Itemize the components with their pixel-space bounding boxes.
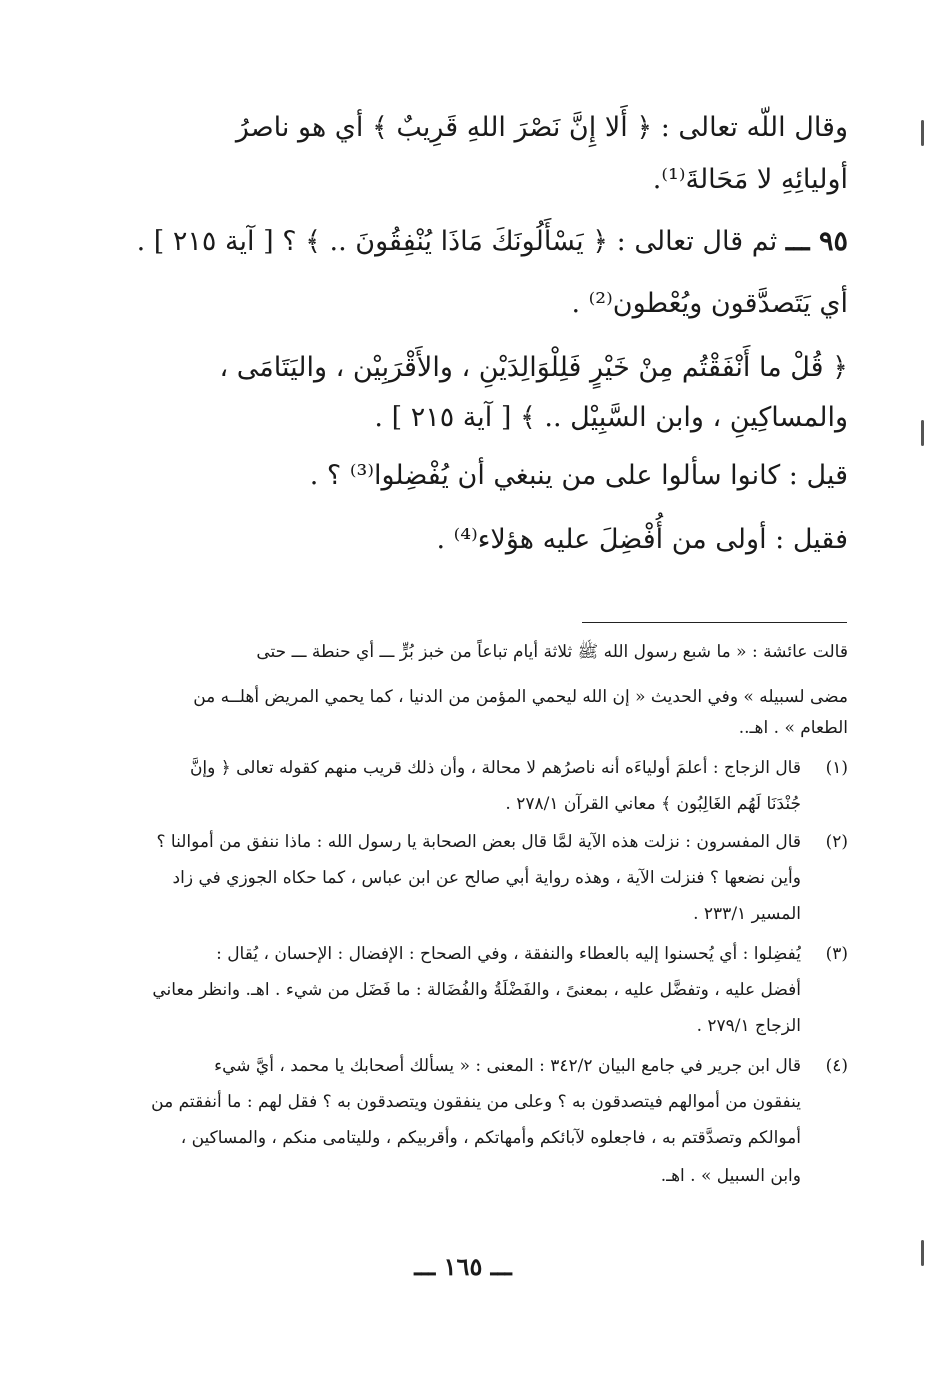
footnote-4-line-2: ينفقون من أموالهم فيتصدقون به ؟ وعلى من ينفقون ويتصدقون به ؟ فقل لهم : ما أنفقتم من: [151, 1092, 801, 1112]
scan-edge-mark-bottom: [921, 1240, 924, 1266]
footnote-2-line-1: قال المفسرون : نزلت هذه الآية لمَّا قال بعض الصحابة يا رسول الله : ماذا ننفق من أموالنا ؟: [156, 832, 801, 852]
footnote-1-number: (١): [825, 758, 848, 778]
footnote-4-number: (٤): [825, 1056, 848, 1076]
footnote-3-line-1: يُفضِلوا : أي يُحسنوا إليه بالعطاء والنفقة ، وفي الصحاح : الإفضال : الإحسان ، يُقال :: [216, 944, 801, 964]
footnote-2-line-3: المسير ٢٣٣/١ .: [693, 904, 801, 924]
main-text-line-2: أوليائِهِ لا مَحَالةَ⁽¹⁾.: [652, 164, 848, 195]
footnote-4-line-3: أموالكم وتصدَّقتم به ، فاجعلوه لآبائكم وأمهاتكم ، وأقربيكم ، ولليتامى منكم ، والمساكين ،: [180, 1128, 801, 1148]
footnote-3-line-2: أفضل عليه ، وتفضَّل عليه ، بمعنىً ، والفَضْلَةُ والفُضَالة : ما فَضَل من شيء . اهـ. وانظر معاني: [152, 980, 801, 1000]
scan-edge-mark-top: [921, 120, 924, 146]
footnote-divider: [582, 622, 847, 623]
section-number: ٩٥ ـــ: [785, 226, 848, 257]
footnote-1-line-2: جُنْدَنَا لَهُم الغَالِبُون ﴾ معاني القرآن ٢٧٨/١ .: [505, 794, 801, 814]
footnote-3-line-3: الزجاج ٢٧٩/١ .: [696, 1016, 801, 1036]
main-text-line-1: وقال اللّه تعالى : ﴿ أَلا إِنَّ نَصْرَ اللهِ قَرِيبٌ ﴾ أي هو ناصرُ: [235, 112, 848, 143]
main-text-line-6: والمساكِينِ ، وابن السَّبِيْل .. ﴾ [ آية ٢١٥ ] .: [374, 402, 848, 433]
main-text-line-4: أي يَتَصدَّقون ويُعْطون⁽²⁾ .: [571, 288, 848, 319]
footnote-continuation-line-3: الطعام » . اهـ..: [738, 718, 848, 738]
page-number: ـــ ١٦٥ ـــ: [414, 1252, 512, 1281]
footnote-continuation-line-1: قالت عائشة : « ما شبع رسول الله ﷺ ثلاثة أيام تباعاً من خبز بُرٍّ ـــ أي حنطة ـــ حتى: [256, 642, 848, 662]
footnote-3-number: (٣): [825, 944, 848, 964]
footnote-2-number: (٢): [825, 832, 848, 852]
footnote-4-line-1: قال ابن جرير في جامع البيان ٣٤٢/٢ : المعنى : « يسألك أصحابك يا محمد ، أيَّ شيء: [214, 1056, 801, 1076]
footnote-1-line-1: قال الزجاج : أعلمَ أولياءَه أنه ناصرُهم لا محالة ، وأن ذلك قريب منهم كقوله تعالى ﴿ وإنَّ: [189, 758, 801, 778]
main-text-line-7: قيل : كانوا سألوا على من ينبغي أن يُفْضِلوا⁽³⁾ ؟ .: [309, 460, 848, 491]
main-text-line-5: ﴿ قُلْ ما أَنْفَقْتُم مِنْ خَيْرٍ فَلِلْوَالِدَيْنِ ، والأَقْرَبِيْن ، واليَتَامَى ،: [219, 352, 848, 383]
footnote-4-line-4: وابن السبيل » . اهـ.: [660, 1166, 801, 1186]
main-text-line-8: فقيل : أولى من أُفْضِلَ عليه هؤلاء⁽⁴⁾ .: [436, 524, 848, 555]
footnote-continuation-line-2: مضى لسبيله » وفي الحديث « إن الله ليحمي المؤمن من الدنيا ، كما يحمي المريض أهلــه من: [193, 687, 848, 707]
main-text-line-3: [137, 222, 848, 262]
footnote-2-line-2: وأين نضعها ؟ فنزلت الآية ، وهذه رواية أبي صالح عن ابن عباس ، كما حكاه الجوزي في زاد: [172, 868, 801, 888]
main-text-line-3-body: ثم قال تعالى : ﴿ يَسْأَلُونَكَ مَاذَا يُنْفِقُونَ .. ﴾ ؟ [ آية ٢١٥ ] .: [136, 226, 778, 257]
scan-edge-mark-middle: [921, 420, 924, 446]
